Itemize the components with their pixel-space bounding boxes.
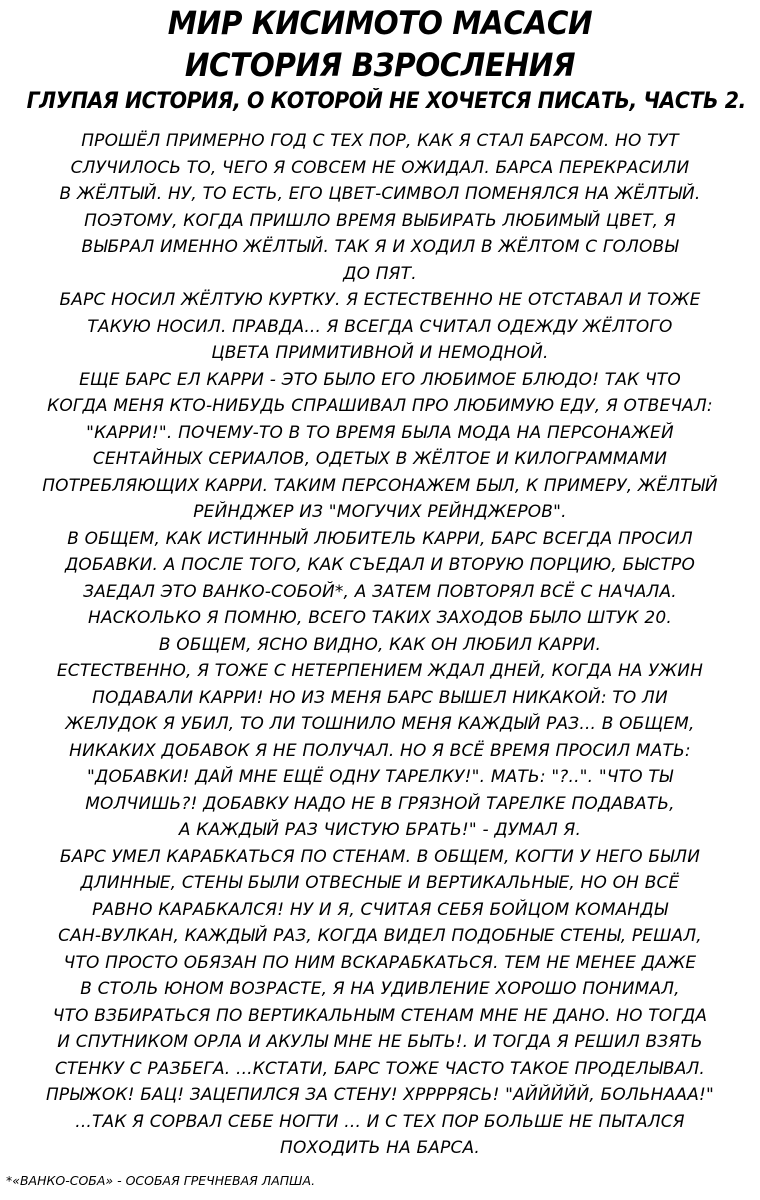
body-line: В ОБЩЕМ, ЯСНО ВИДНО, КАК ОН ЛЮБИЛ КАРРИ. xyxy=(158,634,602,655)
body-line: ПОТРЕБЛЯЮЩИХ КАРРИ. ТАКИМ ПЕРСОНАЖЕМ БЫЛ, К ПРИМЕРУ, ЖЁЛТЫЙ xyxy=(42,475,718,496)
body-line: ПОХОДИТЬ НА БАРСА. xyxy=(280,1138,480,1158)
body-line: ПОЭТОМУ, КОГДА ПРИШЛО ВРЕМЯ ВЫБИРАТЬ ЛЮБИМЫЙ ЦВЕТ, Я xyxy=(84,210,676,231)
body-line: СЛУЧИЛОСЬ ТО, ЧЕГО Я СОВСЕМ НЕ ОЖИДАЛ. БАРСА ПЕРЕКРАСИЛИ xyxy=(70,157,690,178)
body-line: БАРС УМЕЛ КАРАБКАТЬСЯ ПО СТЕНАМ. В ОБЩЕМ, КОГТИ У НЕГО БЫЛИ xyxy=(59,846,701,867)
body-line: МОЛЧИШЬ?! ДОБАВКУ НАДО НЕ В ГРЯЗНОЙ ТАРЕЛКЕ ПОДАВАТЬ, xyxy=(85,793,675,814)
body-line: ТАКУЮ НОСИЛ. ПРАВДА... Я ВСЕГДА СЧИТАЛ ОДЕЖДУ ЖЁЛТОГО xyxy=(87,316,673,337)
body-line: ВЫБРАЛ ИМЕННО ЖЁЛТЫЙ. ТАК Я И ХОДИЛ В ЖЁЛТОМ С ГОЛОВЫ xyxy=(81,237,679,257)
body-line: В СТОЛЬ ЮНОМ ВОЗРАСТЕ, Я НА УДИВЛЕНИЕ ХОРОШО ПОНИМАЛ, xyxy=(80,979,680,999)
body-line: РЕЙНДЖЕР ИЗ "МОГУЧИХ РЕЙНДЖЕРОВ". xyxy=(193,502,567,522)
body-line: ЕЩЕ БАРС ЕЛ КАРРИ - ЭТО БЫЛО ЕГО ЛЮБИМОЕ БЛЮДО! ТАК ЧТО xyxy=(79,369,681,390)
body-line: РАВНО КАРАБКАЛСЯ! НУ И Я, СЧИТАЯ СЕБЯ БОЙЦОМ КОМАНДЫ xyxy=(92,899,668,920)
body-line: ЖЕЛУДОК Я УБИЛ, ТО ЛИ ТОШНИЛО МЕНЯ КАЖДЫЙ РАЗ... В ОБЩЕМ, xyxy=(65,714,695,734)
body-line: ЕСТЕСТВЕННО, Я ТОЖЕ С НЕТЕРПЕНИЕМ ЖДАЛ ДНЕЙ, КОГДА НА УЖИН xyxy=(56,661,704,681)
body-line: ...ТАК Я СОРВАЛ СЕБЕ НОГТИ ... И С ТЕХ ПОР БОЛЬШЕ НЕ ПЫТАЛСЯ xyxy=(75,1111,685,1132)
body-line: "КАРРИ!". ПОЧЕМУ-ТО В ТО ВРЕМЯ БЫЛА МОДА НА ПЕРСОНАЖЕЙ xyxy=(86,422,674,443)
body-line: БАРС НОСИЛ ЖЁЛТУЮ КУРТКУ. Я ЕСТЕСТВЕННО НЕ ОТСТАВАЛ И ТОЖЕ xyxy=(59,290,701,310)
body-line: ЗАЕДАЛ ЭТО ВАНКО-СОБОЙ*, А ЗАТЕМ ПОВТОРЯЛ ВСЁ С НАЧАЛА. xyxy=(83,581,677,602)
body-line: ЦВЕТА ПРИМИТИВНОЙ И НЕМОДНОЙ. xyxy=(211,343,549,363)
body-line: САН-ВУЛКАН, КАЖДЫЙ РАЗ, КОГДА ВИДЕЛ ПОДОБНЫЕ СТЕНЫ, РЕШАЛ, xyxy=(58,926,702,946)
body-line: ДОБАВКИ. А ПОСЛЕ ТОГО, КАК СЪЕДАЛ И ВТОРУЮ ПОРЦИЮ, БЫСТРО xyxy=(64,555,696,575)
body-line: ПРЫЖОК! БАЦ! ЗАЦЕПИЛСЯ ЗА СТЕНУ! ХРРРРЯСЬ! "АЙЙЙЙЙ, БОЛЬНААА!" xyxy=(45,1085,714,1105)
body-line: НИКАКИХ ДОБАВОК Я НЕ ПОЛУЧАЛ. НО Я ВСЁ ВРЕМЯ ПРОСИЛ МАТЬ: xyxy=(69,740,691,761)
body-line: ЧТО ПРОСТО ОБЯЗАН ПО НИМ ВСКАРАБКАТЬСЯ. ТЕМ НЕ МЕНЕЕ ДАЖЕ xyxy=(63,952,697,973)
body-line: ЧТО ВЗБИРАТЬСЯ ПО ВЕРТИКАЛЬНЫМ СТЕНАМ МНЕ НЕ ДАНО. НО ТОГДА xyxy=(52,1005,708,1026)
body-line: ПОДАВАЛИ КАРРИ! НО ИЗ МЕНЯ БАРС ВЫШЕЛ НИКАКОЙ: ТО ЛИ xyxy=(92,687,668,708)
body-line: В ОБЩЕМ, КАК ИСТИННЫЙ ЛЮБИТЕЛЬ КАРРИ, БАРС ВСЕГДА ПРОСИЛ xyxy=(67,528,693,549)
body-line: ПРОШЁЛ ПРИМЕРНО ГОД С ТЕХ ПОР, КАК Я СТАЛ БАРСОМ. НО ТУТ xyxy=(81,131,679,151)
body-line: НАСКОЛЬКО Я ПОМНЮ, ВСЕГО ТАКИХ ЗАХОДОВ БЫЛО ШТУК 20. xyxy=(88,608,672,628)
body-line: И СПУТНИКОМ ОРЛА И АКУЛЫ МНЕ НЕ БЫТЬ!. И ТОГДА Я РЕШИЛ ВЗЯТЬ xyxy=(57,1032,703,1052)
title-line-1: МИР КИСИМОТО МАСАСИ xyxy=(167,4,593,42)
body-line: СТЕНКУ С РАЗБЕГА. ...КСТАТИ, БАРС ТОЖЕ ЧАСТО ТАКОЕ ПРОДЕЛЫВАЛ. xyxy=(54,1058,706,1079)
body-line: "ДОБАВКИ! ДАЙ МНЕ ЕЩЁ ОДНУ ТАРЕЛКУ!". МАТЬ: "?..". "ЧТО ТЫ xyxy=(87,767,673,787)
body-line: В ЖЁЛТЫЙ. НУ, ТО ЕСТЬ, ЕГО ЦВЕТ-СИМВОЛ ПОМЕНЯЛСЯ НА ЖЁЛТЫЙ. xyxy=(59,184,701,204)
body-line: КОГДА МЕНЯ КТО-НИБУДЬ СПРАШИВАЛ ПРО ЛЮБИМУЮ ЕДУ, Я ОТВЕЧАЛ: xyxy=(47,396,713,416)
body-line: ДЛИННЫЕ, СТЕНЫ БЫЛИ ОТВЕСНЫЕ И ВЕРТИКАЛЬНЫЕ, НО ОН ВСЁ xyxy=(80,873,680,893)
footnote: *«ВАНКО-СОБА» - ОСОБАЯ ГРЕЧНЕВАЯ ЛАПША. xyxy=(6,1173,316,1188)
body-line: ДО ПЯТ. xyxy=(343,263,417,284)
body-line: А КАЖДЫЙ РАЗ ЧИСТУЮ БРАТЬ!" - ДУМАЛ Я. xyxy=(178,820,582,840)
body-text xyxy=(10,128,750,1162)
title-line-2: ИСТОРИЯ ВЗРОСЛЕНИЯ xyxy=(184,46,576,84)
subtitle: ГЛУПАЯ ИСТОРИЯ, О КОТОРОЙ НЕ ХОЧЕТСЯ ПИСАТЬ, ЧАСТЬ 2. xyxy=(26,89,746,114)
body-line: СЕНТАЙНЫХ СЕРИАЛОВ, ОДЕТЫХ В ЖЁЛТОЕ И КИЛОГРАММАМИ xyxy=(92,449,668,469)
